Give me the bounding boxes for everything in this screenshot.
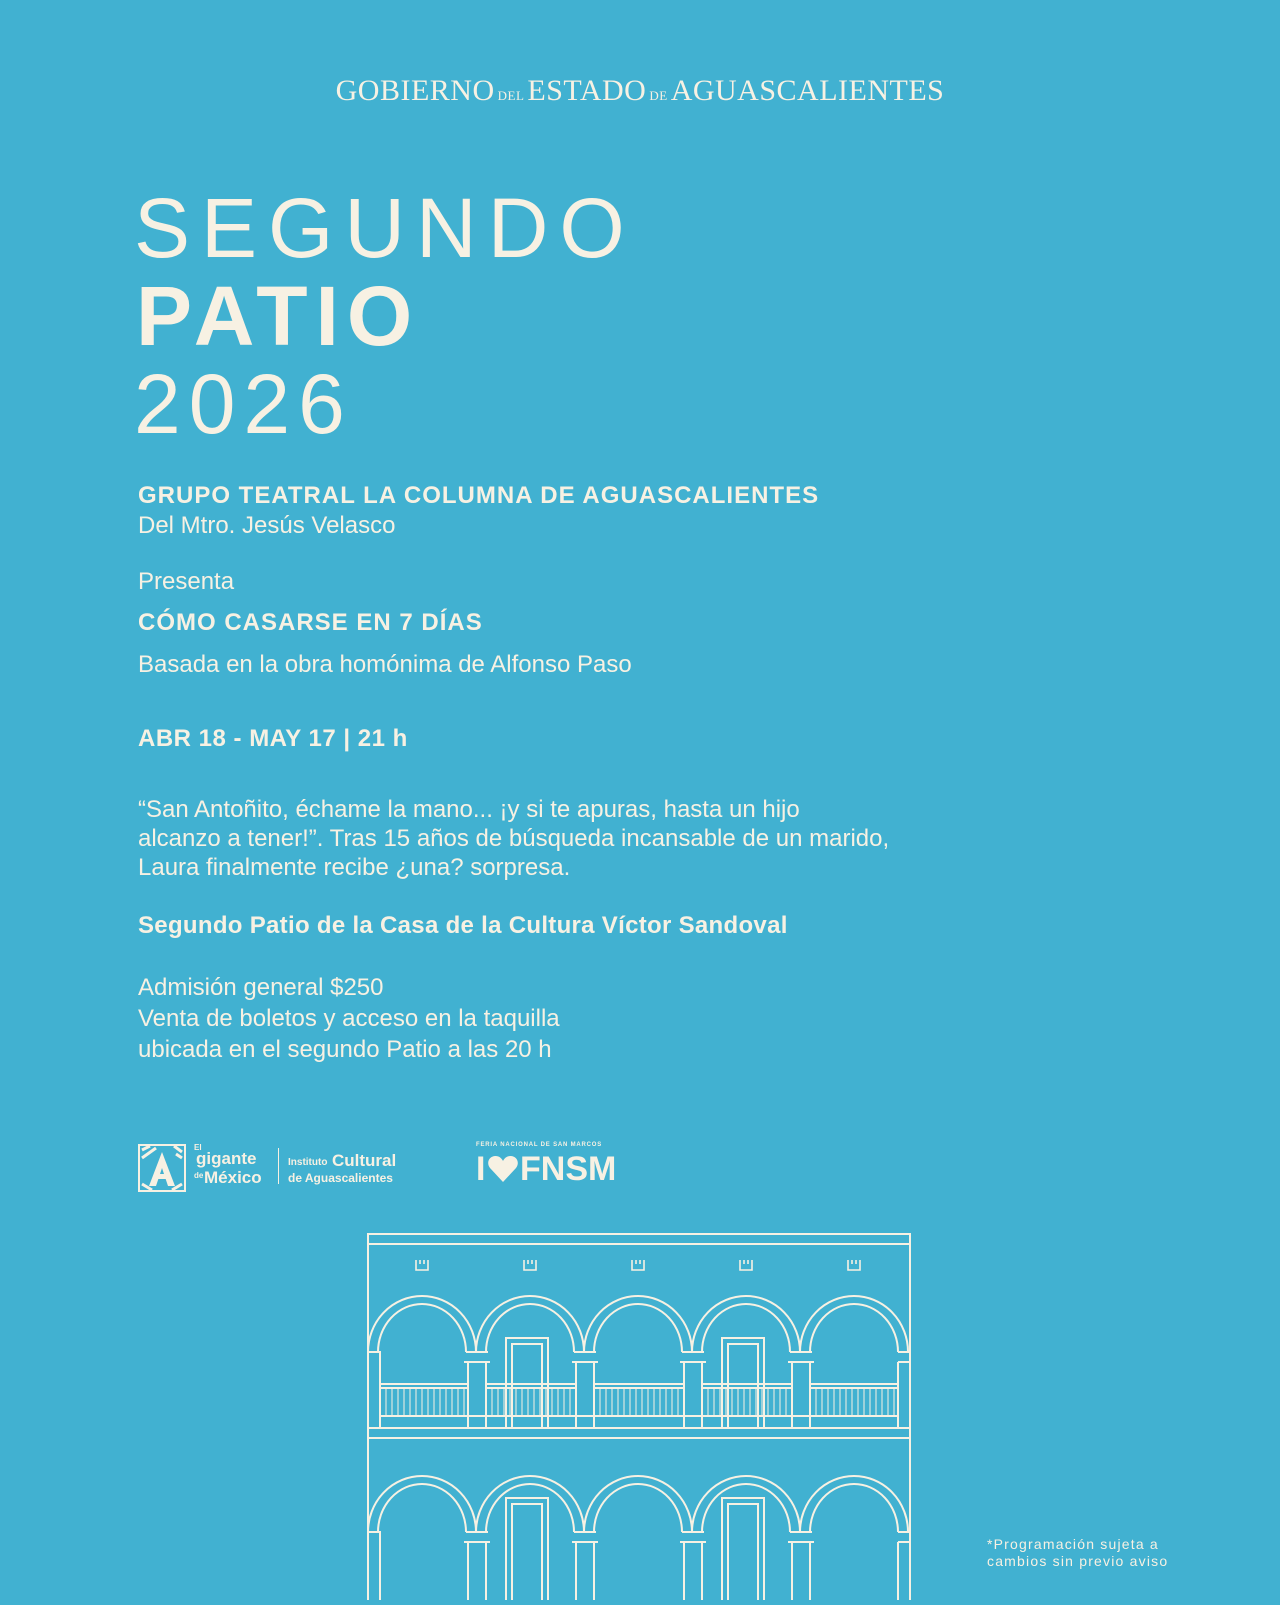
fnsm-tagline: FERIA NACIONAL DE SAN MARCOS (476, 1142, 603, 1148)
ticket-location: ubicada en el segundo Patio a las 20 h (138, 1036, 552, 1063)
instituto-sub: de Aguascalientes (288, 1171, 393, 1185)
synopsis-line-1: “San Antoñito, échame la mano... ¡y si te apuras, hasta un hijo (138, 796, 800, 823)
fnsm-logo (474, 1142, 644, 1194)
presents-label: Presenta (138, 568, 235, 595)
company-director: Del Mtro. Jesús Velasco (138, 512, 396, 539)
company-name: GRUPO TEATRAL LA COLUMNA DE AGUASCALIENTES (138, 482, 820, 509)
disclaimer-line-1: *Programación sujeta a (987, 1536, 1159, 1552)
gov-word-estado: ESTADO (527, 74, 647, 107)
logo-divider (278, 1148, 279, 1184)
gov-word-del: DEL (497, 88, 525, 103)
gov-word-aguascalientes: AGUASCALIENTES (670, 74, 945, 107)
play-title: CÓMO CASARSE EN 7 DÍAS (138, 609, 483, 636)
disclaimer-line-2: cambios sin previo aviso (987, 1553, 1169, 1569)
venue: Segundo Patio de la Casa de la Cultura Víctor Sandoval (138, 912, 788, 939)
gigante-de: de (194, 1171, 204, 1180)
ticket-price: Admisión general $250 (138, 974, 384, 1001)
gigante-word: gigante (196, 1149, 257, 1168)
gigante-mexico: México (204, 1168, 262, 1187)
heart-icon (488, 1156, 518, 1187)
title-line-patio: PATIO (136, 269, 421, 363)
instituto-big: Cultural (332, 1151, 397, 1170)
sponsor-logos (138, 1142, 658, 1194)
instituto-small: Instituto (288, 1157, 328, 1168)
title-line-segundo: SEGUNDO (134, 181, 636, 275)
gigante-el: El (194, 1143, 202, 1152)
ticket-sales: Venta de boletos y acceso en la taquilla (138, 1005, 560, 1032)
fnsm-word: FNSM (520, 1150, 617, 1188)
government-header (0, 74, 1280, 108)
synopsis-line-2: alcanzo a tener!”. Tras 15 años de búsqueda incansable de un marido, (138, 825, 890, 852)
synopsis-line-3: Laura finalmente recibe ¿una? sorpresa. (138, 854, 571, 881)
ticket-info (138, 972, 560, 1065)
gov-word-gobierno: GOBIERNO (335, 74, 495, 107)
fnsm-i: I (476, 1150, 486, 1188)
aguascalientes-a-logo (138, 1144, 186, 1197)
performance-dates: ABR 18 - MAY 17 | 21 h (138, 725, 408, 752)
synopsis (138, 795, 889, 882)
building-facade-illustration (366, 1232, 912, 1605)
gov-word-de: DE (649, 88, 668, 103)
play-based-on: Basada en la obra homónima de Alfonso Paso (138, 651, 632, 678)
title-line-year: 2026 (134, 357, 353, 451)
schedule-disclaimer (987, 1536, 1168, 1570)
instituto-cultural-logo (288, 1150, 418, 1190)
el-gigante-de-mexico-logo (194, 1142, 274, 1194)
